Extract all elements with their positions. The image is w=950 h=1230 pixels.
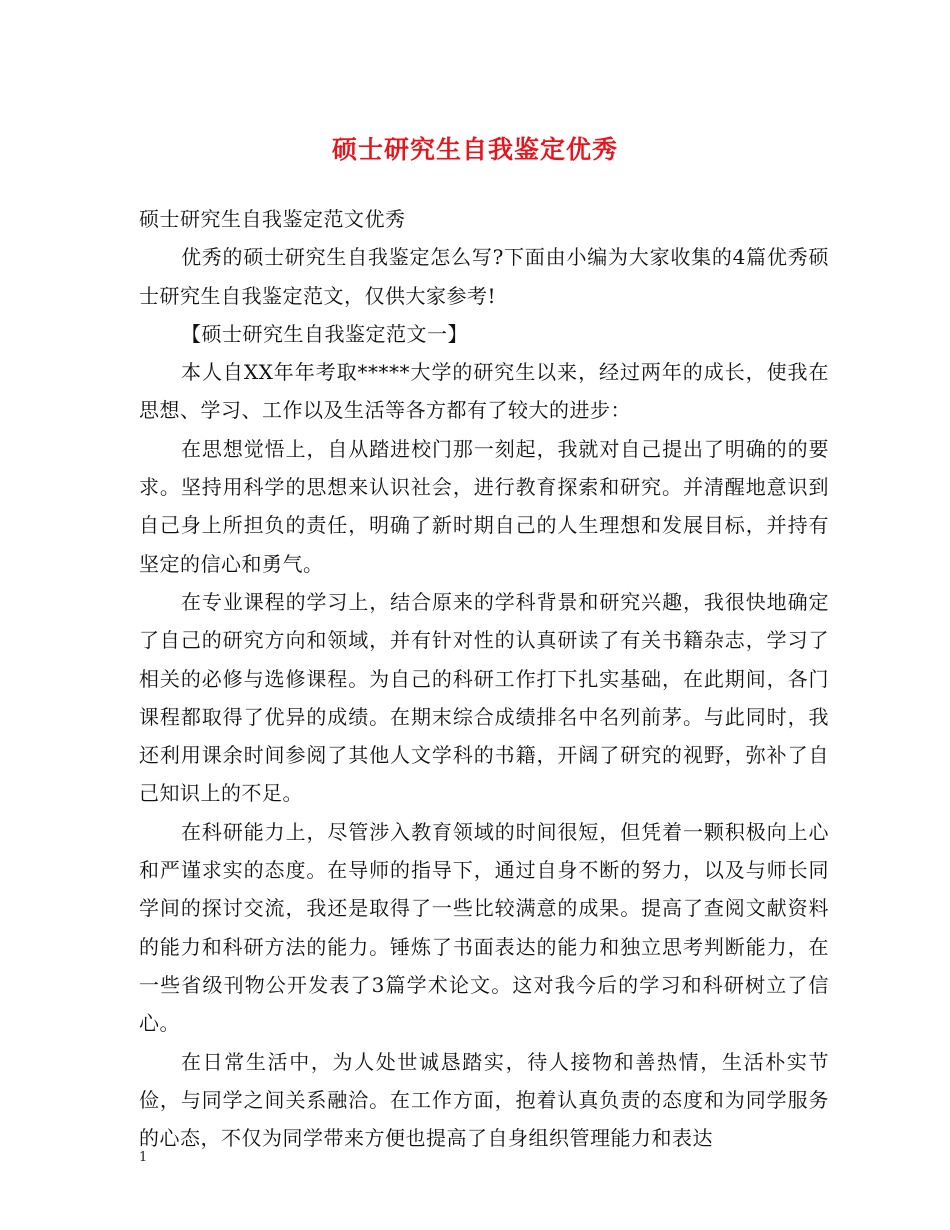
paragraph: 本人自XX年年考取*****大学的研究生以来，经过两年的成长，使我在思想、学习、工作以及生活等各方都有了较大的进步： (139, 360, 829, 423)
document-body (139, 200, 829, 1157)
paragraph: 在思想觉悟上，自从踏进校门那一刻起，我就对自己提出了明确的的要求。坚持用科学的思想来认识社会，进行教育探索和研究。并清醒地意识到自己身上所担负的责任，明确了新时期自己的人生理想和发展目标，并持有坚定的信心和勇气。 (139, 436, 829, 576)
paragraph-intro: 优秀的硕士研究生自我鉴定怎么写?下面由小编为大家收集的4篇优秀硕士研究生自我鉴定范文，仅供大家参考! (139, 245, 829, 308)
document-subtitle: 硕士研究生自我鉴定范文优秀 (139, 207, 406, 231)
paragraph: 在日常生活中，为人处世诚恳踏实，待人接物和善热情，生活朴实节俭，与同学之间关系融洽。在工作方面，抱着认真负责的态度和为同学服务的心态，不仅为同学带来方便也提高了自身组织管理能力和表达 (139, 1049, 829, 1151)
paragraph: 在科研能力上，尽管涉入教育领域的时间很短，但凭着一颗积极向上心和严谨求实的态度。在导师的指导下，通过自身不断的努力，以及与师长同学间的探讨交流，我还是取得了一些比较满意的成果。提高了查阅文献资料的能力和科研方法的能力。锤炼了书面表达的能力和独立思考判断能力，在一些省级刊物公开发表了3篇学术论文。这对我今后的学习和科研树立了信心。 (139, 819, 829, 1036)
page-number: 1 (139, 1150, 148, 1165)
document-title: 硕士研究生自我鉴定优秀 (331, 135, 618, 164)
paragraph: 在专业课程的学习上，结合原来的学科背景和研究兴趣，我很快地确定了自己的研究方向和领域，并有针对性的认真研读了有关书籍杂志，学习了相关的必修与选修课程。为自己的科研工作打下扎实基础，在此期间，各门课程都取得了优异的成绩。在期末综合成绩排名中名列前茅。与此同时，我还利用课余时间参阅了其他人文学科的书籍，开阔了研究的视野，弥补了自己知识上的不足。 (139, 589, 829, 806)
section-heading: 【硕士研究生自我鉴定范文一】 (181, 321, 468, 346)
